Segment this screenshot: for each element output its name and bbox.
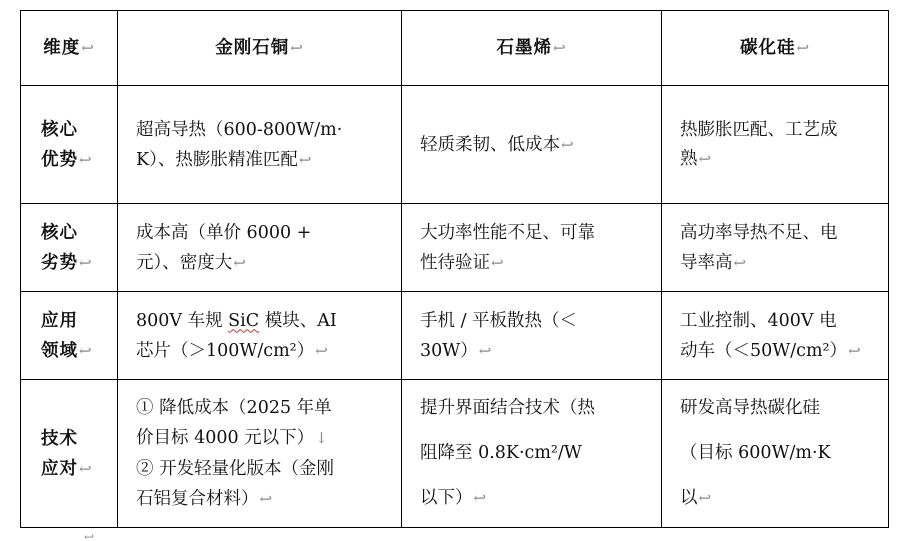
paragraph-mark: ↩	[796, 39, 811, 57]
paragraph-mark: ↩	[79, 341, 93, 360]
cell-silicon-carbide-disadvantages: 高功率导热不足、电 导率高↩	[662, 204, 889, 292]
row-label-advantages: 核心 优势↩	[21, 86, 118, 204]
paragraph-mark: ↩	[733, 253, 747, 272]
row-label-disadvantages: 核心 劣势↩	[21, 204, 118, 292]
table-row-applications	[21, 292, 889, 380]
paragraph-mark: ↩	[315, 341, 328, 360]
table-row-disadvantages	[21, 204, 889, 292]
paragraph-mark: ↩	[79, 253, 93, 272]
cell-graphene-tech-response: 提升界面结合技术（热 阻降至 0.8K·cm²/W 以下）↩	[402, 380, 662, 528]
header-silicon-carbide: 碳化硅↩	[662, 11, 889, 86]
trailing-paragraph-mark: ↩	[84, 530, 95, 541]
paragraph-mark: ↩	[491, 253, 504, 272]
row-label-applications: 应用 领域↩	[21, 292, 118, 380]
cell-graphene-disadvantages: 大功率性能不足、可靠 性待验证↩	[402, 204, 662, 292]
cell-diamond-copper-advantages: 超高导热（600-800W/m· K）、热膨胀精准匹配↩	[118, 86, 402, 204]
paragraph-mark: ↩	[698, 149, 712, 168]
paragraph-mark: ↩	[298, 150, 312, 169]
table-row-advantages	[21, 86, 889, 204]
paragraph-mark: ↩	[552, 39, 567, 57]
header-row	[21, 11, 889, 86]
paragraph-mark: ↩	[290, 39, 304, 57]
header-graphene: 石墨烯↩	[402, 11, 662, 86]
paragraph-mark: ↩	[233, 253, 246, 272]
cell-silicon-carbide-applications: 工业控制、400V 电 动车（＜50W/cm²）↩	[662, 292, 889, 380]
cell-graphene-applications: 手机 / 平板散热（＜ 30W）↩	[402, 292, 662, 380]
paragraph-mark: ↩	[848, 341, 861, 360]
cell-graphene-advantages: 轻质柔韧、低成本↩	[402, 86, 662, 204]
cell-silicon-carbide-tech-response: 研发高导热碳化硅 （目标 600W/m·K 以↩	[662, 380, 889, 528]
cell-diamond-copper-applications: 800V 车规 SiC 模块、AI 芯片（＞100W/cm²）↩	[118, 292, 402, 380]
paragraph-mark: ↩	[473, 489, 487, 507]
row-label-tech-response: 技术 应对↩	[21, 380, 118, 528]
spellcheck-underline: SiC	[228, 310, 260, 331]
comparison-table	[20, 10, 889, 528]
paragraph-mark: ↩	[81, 39, 95, 57]
cell-diamond-copper-tech-response: ① 降低成本（2025 年单 价目标 4000 元以下）↓ ② 开发轻量化版本（金刚 石铝复合材料）↩	[118, 380, 402, 528]
paragraph-mark: ↓	[315, 429, 328, 447]
paragraph-mark: ↩	[698, 489, 712, 507]
cell-silicon-carbide-advantages: 热膨胀匹配、工艺成 熟↩	[662, 86, 889, 204]
paragraph-mark: ↩	[561, 135, 574, 154]
cell-diamond-copper-disadvantages: 成本高（单价 6000 + 元）、密度大↩	[118, 204, 402, 292]
paragraph-mark: ↩	[259, 490, 273, 508]
table-row-tech-response	[21, 380, 889, 528]
paragraph-mark: ↩	[478, 341, 492, 360]
paragraph-mark: ↩	[79, 459, 93, 478]
header-diamond-copper: 金刚石铜↩	[118, 11, 402, 86]
header-aspect: 维度↩	[21, 11, 118, 86]
paragraph-mark: ↩	[79, 150, 93, 169]
